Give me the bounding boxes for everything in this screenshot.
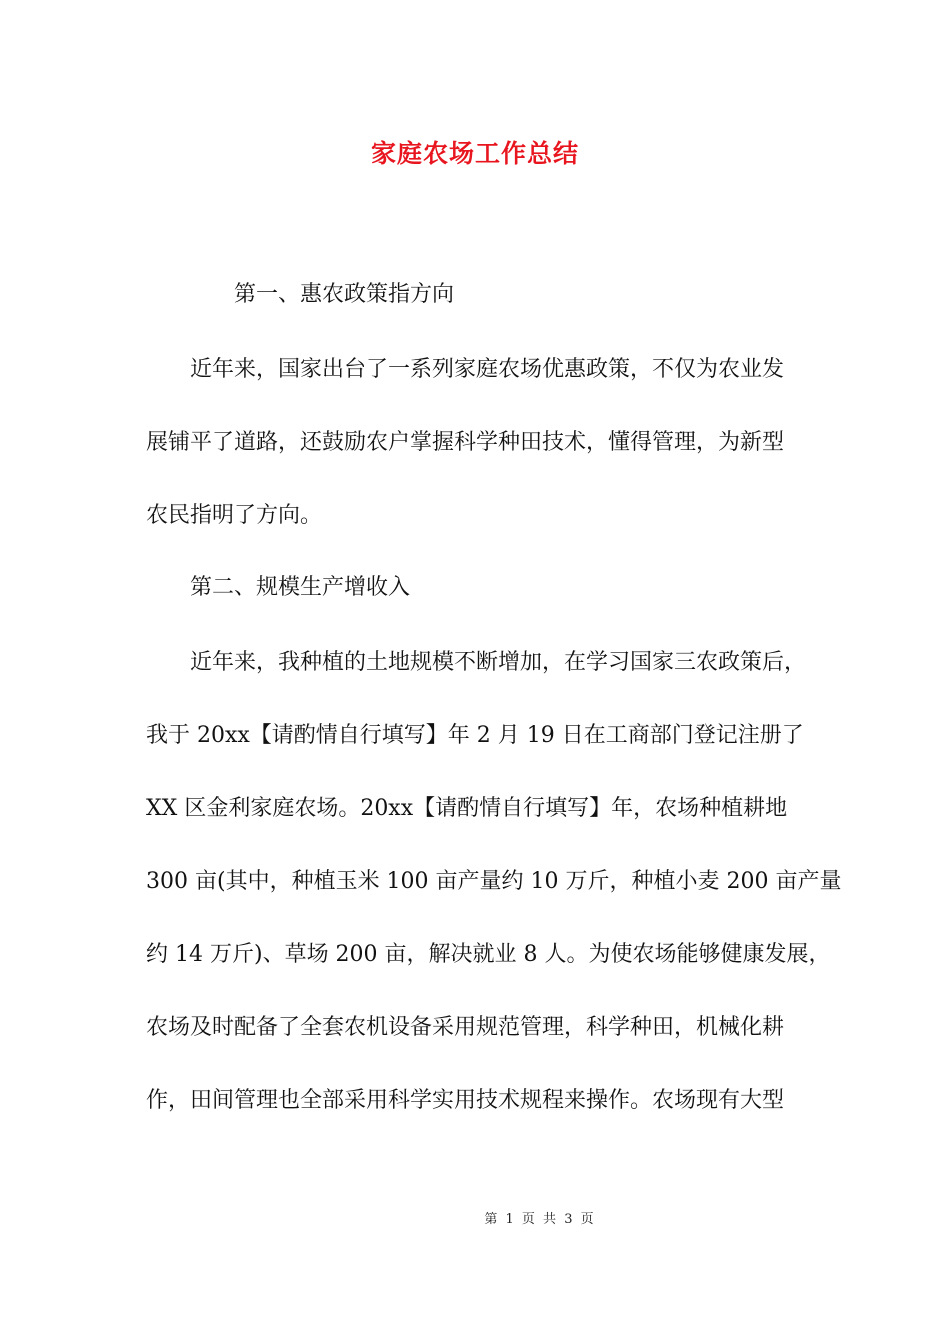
paragraph-line: XX 区金利家庭农场。20xx【请酌情自行填写】年，农场种植耕地 bbox=[146, 796, 788, 821]
section-policy-paragraph bbox=[146, 333, 816, 552]
paragraph-line: 约 14 万斤)、草场 200 亩，解决就业 8 人。为使农场能够健康发展， bbox=[146, 942, 831, 967]
paragraph-line: 我于 20xx【请酌情自行填写】年 2 月 19 日在工商部门登记注册了 bbox=[146, 723, 804, 748]
paragraph-line: 作，田间管理也全部采用科学实用技术规程来操作。农场现有大型 bbox=[146, 1088, 785, 1113]
paragraph-line: 农场及时配备了全套农机设备采用规范管理，科学种田，机械化耕 bbox=[146, 1015, 785, 1040]
section-heading-production: 第二、规模生产增收入 bbox=[190, 575, 411, 600]
section-production-paragraph bbox=[146, 626, 842, 1137]
document-body bbox=[146, 275, 842, 1137]
paragraph-line: 近年来，国家出台了一系列家庭农场优惠政策，不仅为农业发 bbox=[190, 357, 785, 382]
paragraph-line: 近年来，我种植的土地规模不断增加，在学习国家三农政策后， bbox=[190, 650, 807, 675]
paragraph-line: 300 亩(其中，种植玉米 100 亩产量约 10 万斤，种植小麦 200 亩产量 bbox=[146, 869, 842, 894]
paragraph-line: 展铺平了道路，还鼓励农户掌握科学种田技术，懂得管理，为新型 bbox=[146, 430, 785, 455]
paragraph-line: 农民指明了方向。 bbox=[146, 503, 323, 528]
page-footer: 第 1 页 共 3 页 bbox=[484, 1212, 596, 1227]
section-heading-policy: 第一、惠农政策指方向 bbox=[234, 282, 455, 307]
page-title: 家庭农场工作总结 bbox=[370, 139, 579, 168]
